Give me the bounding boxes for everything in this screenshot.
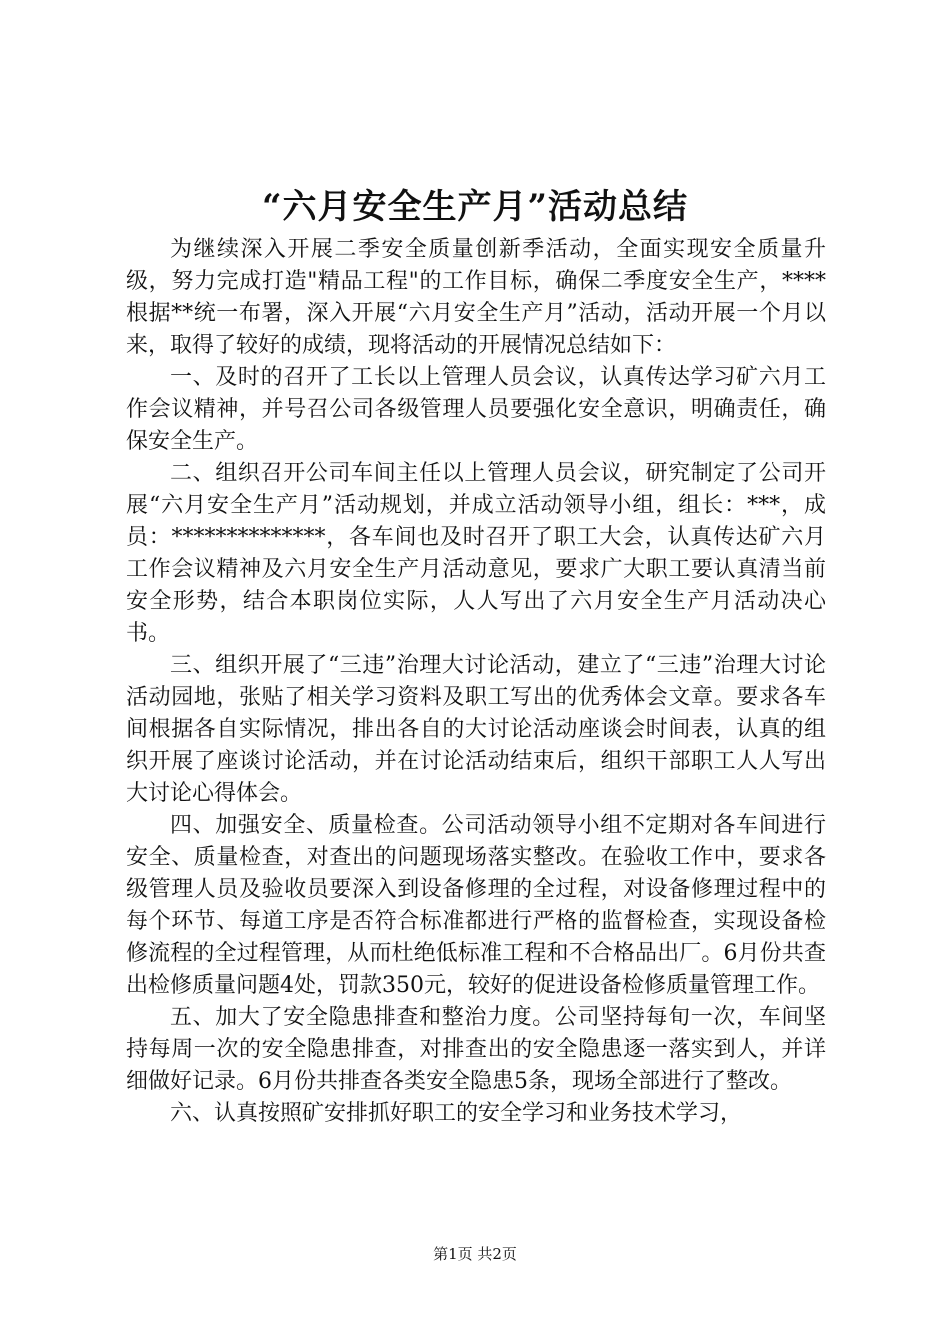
- paragraph-section-2: 二、组织召开公司车间主任以上管理人员会议，研究制定了公司开展“六月安全生产月”活动规划，并成立活动领导小组，组长：***，成员：**************，各车间也及时召开了职工大会，认真传达矿六月工作会议精神及六月安全生产月活动意见，要求广大职工要认真清当前安全形势，结合本职岗位实际，人人写出了六月安全生产月活动决心书。: [126, 461, 826, 646]
- paragraph-section-4: 四、加强安全、质量检查。公司活动领导小组不定期对各车间进行安全、质量检查，对查出的问题现场落实整改。在验收工作中，要求各级管理人员及验收员要深入到设备修理的全过程，对设备修理过程中的每个环节、每道工序是否符合标准都进行严格的监督检查，实现设备检修流程的全过程管理，从而杜绝低标准工程和不合格品出厂。6月份共查出检修质量问题4处，罚款350元，较好的促进设备检修质量管理工作。: [126, 813, 826, 998]
- document-title: “六月安全生产月”活动总结: [261, 187, 689, 227]
- paragraph-section-5: 五、加大了安全隐患排查和整治力度。公司坚持每旬一次，车间坚持每周一次的安全隐患排查，对排查出的安全隐患逐一落实到人，并详细做好记录。6月份共排查各类安全隐患5条，现场全部进行了整改。: [126, 1005, 826, 1094]
- paragraph-section-1: 一、及时的召开了工长以上管理人员会议，认真传达学习矿六月工作会议精神，并号召公司各级管理人员要强化安全意识，明确责任，确保安全生产。: [126, 365, 826, 454]
- paragraph-section-6: 六、认真按照矿安排抓好职工的安全学习和业务技术学习，: [170, 1101, 743, 1126]
- page-number-footer: 第1页 共2页: [433, 1245, 517, 1263]
- paragraph-section-3: 三、组织开展了“三违”治理大讨论活动，建立了“三违”治理大讨论活动园地，张贴了相关学习资料及职工写出的优秀体会文章。要求各车间根据各自实际情况，排出各自的大讨论活动座谈会时间表，认真的组织开展了座谈讨论活动，并在讨论活动结束后，组织干部职工人人写出大讨论心得体会。: [126, 653, 826, 806]
- document-body: [126, 234, 826, 1130]
- paragraph-intro: 为继续深入开展二季安全质量创新季活动，全面实现安全质量升级，努力完成打造"精品工程"的工作目标，确保二季度安全生产，****根据**统一布署，深入开展“六月安全生产月”活动，活动开展一个月以来，取得了较好的成绩，现将活动的开展情况总结如下：: [126, 237, 826, 358]
